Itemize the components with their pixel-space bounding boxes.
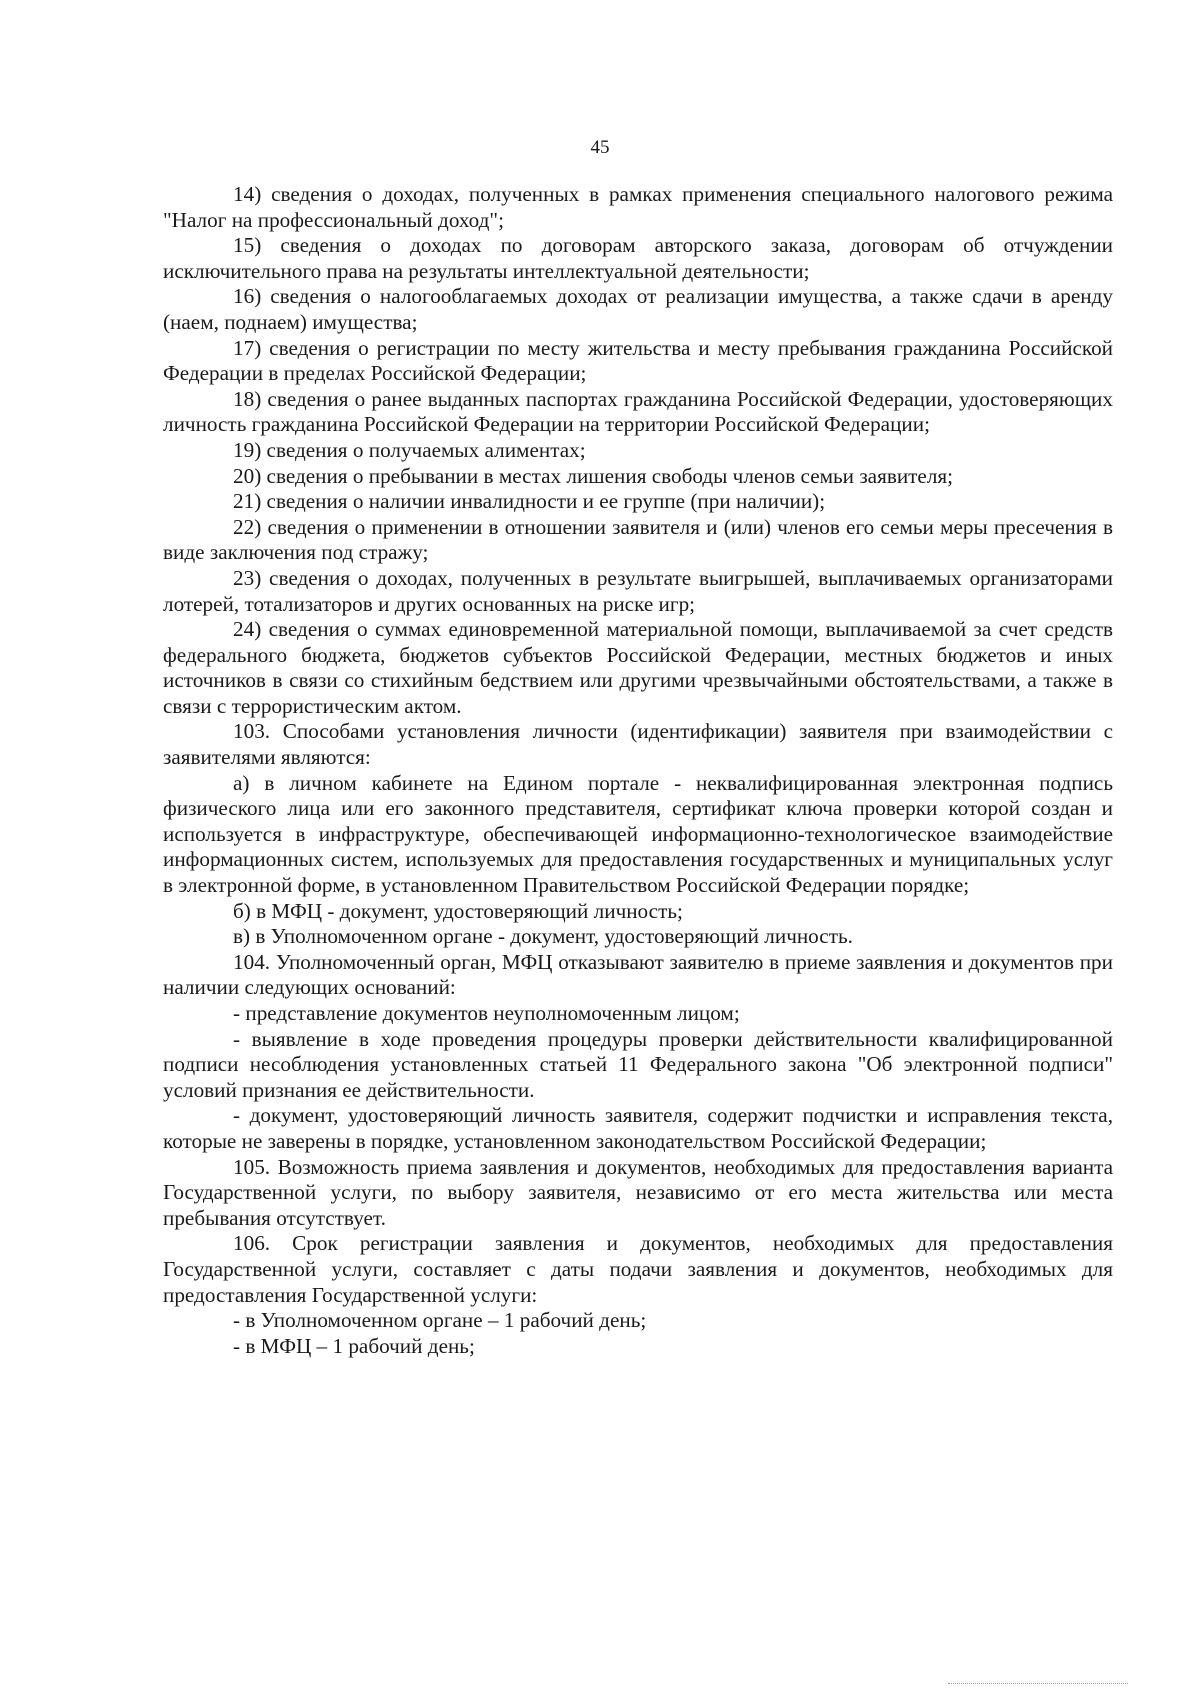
paragraph-item-15: 15) сведения о доходах по договорам авторского заказа, договорам об отчуждении исключительного права на результаты интеллектуальной деятельности;: [163, 233, 1113, 283]
paragraph-item-19: 19) сведения о получаемых алиментах;: [233, 437, 586, 462]
clause-106-dash-2: - в МФЦ – 1 рабочий день;: [233, 1333, 475, 1358]
paragraph-item-23: 23) сведения о доходах, полученных в результате выигрышей, выплачиваемых организаторами лотерей, тотализаторов и других основанных на риске игр;: [163, 565, 1113, 616]
clause-106: 106. Срок регистрации заявления и документов, необходимых для предоставления Государственной услуги, составляет с даты подачи заявления и документов, необходимых для предоставления Государственной услуги:: [163, 1231, 1113, 1307]
clause-103: 103. Способами установления личности (идентификации) заявителя при взаимодействии с заявителями являются:: [163, 719, 1113, 770]
clause-105: 105. Возможность приема заявления и документов, необходимых для предоставления варианта Государственной услуги, по выбору заявителя, независимо от его места жительства или места пребывания отсутствует.: [163, 1154, 1113, 1230]
paragraph-item-17: 17) сведения о регистрации по месту жительства и месту пребывания гражданина Российской Федерации в пределах Российской Федерации;: [163, 335, 1113, 386]
scan-edge-mark: [948, 1683, 1128, 1685]
paragraph-item-14: 14) сведения о доходах, полученных в рамках применения специального налогового режима "Налог на профессиональный доход";: [163, 182, 1113, 232]
page-number: 45: [590, 137, 610, 158]
paragraph-item-22: 22) сведения о применении в отношении заявителя и (или) членов его семьи меры пресечения в виде заключения под стражу;: [163, 514, 1113, 565]
clause-104-dash-2: - выявление в ходе проведения процедуры проверки действительности квалифицированной подписи несоблюдения установленных статьей 11 Федерального закона "Об электронной подписи" условий признания ее действительности.: [163, 1026, 1113, 1102]
paragraph-item-20: 20) сведения о пребывании в местах лишения свободы членов семьи заявителя;: [233, 463, 954, 488]
paragraph-item-21: 21) сведения о наличии инвалидности и ее группе (при наличии);: [233, 489, 826, 514]
clause-103-v: в) в Уполномоченном органе - документ, удостоверяющий личность.: [233, 924, 853, 949]
clause-106-dash-1: - в Уполномоченном органе – 1 рабочий день;: [233, 1308, 647, 1333]
document-body: [163, 182, 1113, 1359]
paragraph-item-24: 24) сведения о суммах единовременной материальной помощи, выплачиваемой за счет средств федерального бюджета, бюджетов субъектов Российской Федерации, местных бюджетов и иных источников в связи со стихийным бедствием или другими чрезвычайными обстоятельствами, а также в связи с террористическим актом.: [163, 617, 1113, 718]
clause-104: 104. Уполномоченный орган, МФЦ отказывают заявителю в приеме заявления и документов при наличии следующих оснований:: [163, 949, 1113, 1000]
paragraph-item-18: 18) сведения о ранее выданных паспортах гражданина Российской Федерации, удостоверяющих личность гражданина Российской Федерации на территории Российской Федерации;: [163, 386, 1113, 437]
paragraph-item-16: 16) сведения о налогооблагаемых доходах от реализации имущества, а также сдачи в аренду (наем, поднаем) имущества;: [163, 284, 1113, 334]
clause-104-dash-1: - представление документов неуполномоченным лицом;: [233, 1001, 740, 1025]
clause-104-dash-3: - документ, удостоверяющий личность заявителя, содержит подчистки и исправления текста, которые не заверены в порядке, установленном законодательством Российской Федерации;: [163, 1103, 1113, 1153]
clause-103-a: а) в личном кабинете на Едином портале - неквалифицированная электронная подпись физического лица или его законного представителя, сертификат ключа проверки которой создан и используется в инфраструктуре, обеспечивающей информационно-технологическое взаимодействие информационных систем, используемых для предоставления государственных и муниципальных услуг в электронной форме, в установленном Правительством Российской Федерации порядке;: [163, 770, 1113, 898]
clause-103-b: б) в МФЦ - документ, удостоверяющий личность;: [233, 898, 683, 923]
